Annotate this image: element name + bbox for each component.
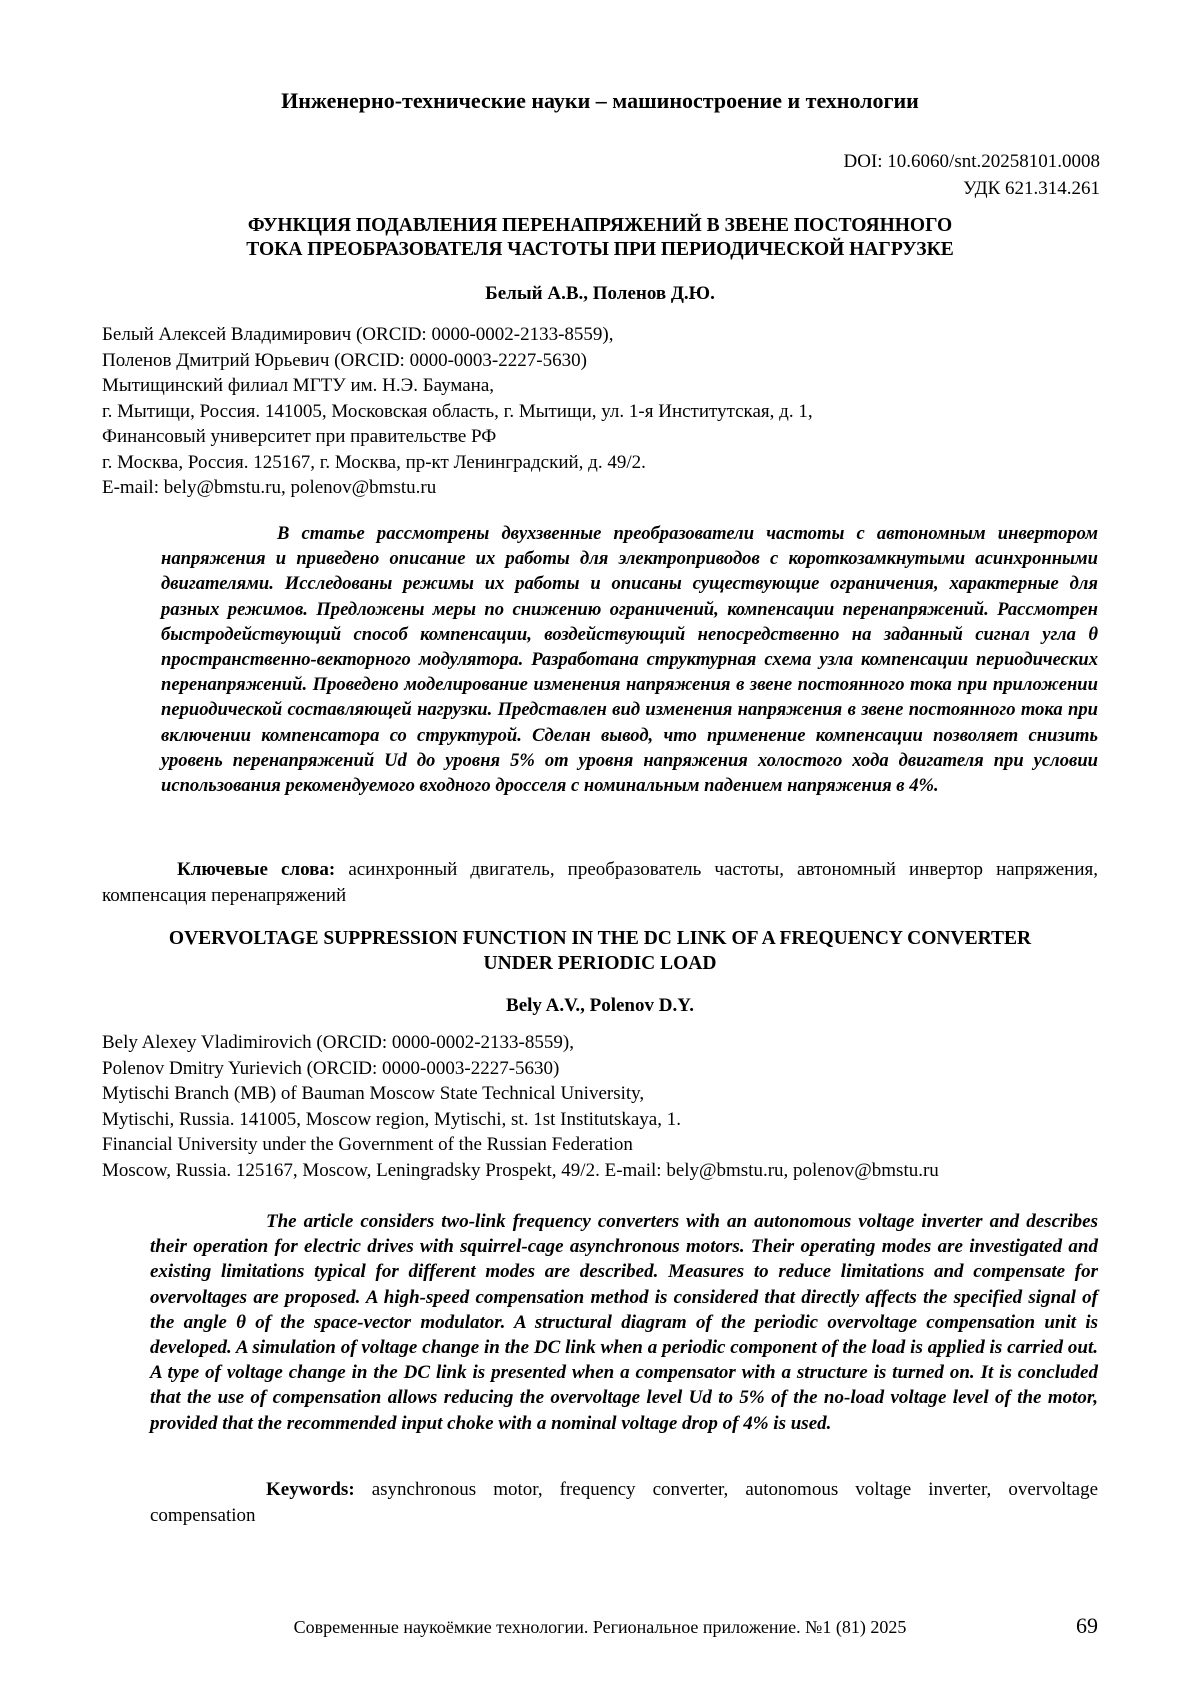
affiliation-line: Mytischi, Russia. 141005, Moscow region, Mytischi, st. 1st Institutskaya, 1. — [102, 1108, 681, 1130]
affiliation-ru — [102, 322, 1102, 501]
title-en-line: OVERVOLTAGE SUPPRESSION FUNCTION IN THE DC LINK OF A FREQUENCY CONVERTER — [168, 928, 1032, 949]
abstract-en: The article considers two-link frequency converters with an autonomous voltage inverter and describes their operation for electric drives with squirrel-cage asynchronous motors. Their operating modes are investigated and existing limitations typical for different modes are described. Measures to reduce limitations and compensate for overvoltages are proposed. A high-speed compensation method is considered that directly affects the specified signal of the angle θ of the space-vector modulator. A structural diagram of the periodic overvoltage compensation unit is developed. A simulation of voltage change in the DC link when a periodic component of the load is applied is carried out. A type of voltage change in the DC link is presented when a compensator with a structure is turned on. It is concluded that the use of compensation allows reducing the overvoltage level Ud to 5% of the no-load voltage level of the motor, provided that the recommended input choke with a nominal voltage drop of 4% is used. — [150, 1211, 1098, 1434]
affiliation-line: Финансовый университет при правительстве РФ — [102, 426, 497, 447]
journal-footer: Современные наукоёмкие технологии. Региональное приложение. №1 (81) 2025 — [293, 1617, 907, 1637]
affiliation-line: Financial University under the Government of the Russian Federation — [102, 1134, 633, 1155]
affiliation-line: Белый Алексей Владимирович (ORCID: 0000-0002-2133-8559), — [102, 324, 614, 345]
title-ru — [150, 214, 1050, 262]
keywords-en — [150, 1477, 1098, 1529]
udk: УДК 621.314.261 — [963, 178, 1100, 199]
title-ru-line: ТОКА ПРЕОБРАЗОВАТЕЛЯ ЧАСТОТЫ ПРИ ПЕРИОДИЧЕСКОЙ НАГРУЗКЕ — [246, 239, 954, 260]
affiliation-line: Поленов Дмитрий Юрьевич (ORCID: 0000-0003-2227-5630) — [102, 349, 587, 371]
doi: DOI: 10.6060/snt.20258101.0008 — [843, 151, 1100, 172]
keywords-ru — [102, 857, 1098, 909]
affiliation-line: Bely Alexey Vladimirovich (ORCID: 0000-0002-2133-8559), — [102, 1032, 574, 1053]
keywords-label: Keywords: — [266, 1479, 355, 1500]
authors-en: Bely A.V., Polenov D.Y. — [506, 995, 694, 1016]
affiliation-en — [102, 1030, 1102, 1183]
affiliation-line: г. Мытищи, Россия. 141005, Московская область, г. Мытищи, ул. 1-я Институтская, д. 1, — [102, 400, 813, 422]
title-en — [60, 926, 1140, 976]
title-ru-line: ФУНКЦИЯ ПОДАВЛЕНИЯ ПЕРЕНАПРЯЖЕНИЙ В ЗВЕНЕ ПОСТОЯННОГО — [247, 215, 953, 236]
affiliation-line: Мытищинский филиал МГТУ им. Н.Э. Баумана, — [102, 375, 495, 396]
keywords-label: Ключевые слова: — [177, 859, 336, 880]
authors-ru: Белый А.В., Поленов Д.Ю. — [485, 283, 715, 304]
affiliation-line: E-mail: bely@bmstu.ru, polenov@bmstu.ru — [102, 477, 437, 498]
page-number: 69 — [1076, 1613, 1098, 1638]
keywords-text: асинхронный двигатель, преобразователь частоты, автономный инвертор напряжения, компенсация перенапряжений — [102, 859, 1098, 906]
affiliation-line: Mytischi Branch (MB) of Bauman Moscow State Technical University, — [102, 1083, 645, 1104]
affiliation-line: Polenov Dmitry Yurievich (ORCID: 0000-0003-2227-5630) — [102, 1057, 560, 1079]
keywords-text: asynchronous motor, frequency converter, autonomous voltage inverter, overvoltage compensation — [150, 1479, 1098, 1526]
article-identifiers — [844, 148, 1101, 202]
section-heading: Инженерно-технические науки – машиностроение и технологии — [281, 88, 919, 113]
affiliation-line: г. Москва, Россия. 125167, г. Москва, пр-кт Ленинградский, д. 49/2. — [102, 451, 646, 473]
title-en-line: UNDER PERIODIC LOAD — [483, 953, 717, 974]
affiliation-line: Moscow, Russia. 125167, Moscow, Leningradsky Prospekt, 49/2. E-mail: bely@bmstu.ru, polenov@bmstu.ru — [102, 1159, 939, 1181]
abstract-ru: В статье рассмотрены двухзвенные преобразователи частоты с автономным инвертором напряжения и приведено описание их работы для электроприводов с короткозамкнутыми асинхронными двигателями. Исследованы режимы их работы и описаны существующие ограничения, характерные для разных режимов. Предложены меры по снижению ограничений, компенсации перенапряжений. Рассмотрен быстродействующий способ компенсации, воздействующий непосредственно на заданный сигнал угла θ пространственно-векторного модулятора. Разработана структурная схема узла компенсации периодических перенапряжений. Проведено моделирование изменения напряжения в звене постоянного тока при приложении периодической составляющей нагрузки. Представлен вид изменения напряжения в звене постоянного тока при включении компенсатора со структурой. Сделан вывод, что применение компенсации позволяет снизить уровень перенапряжений Ud до уровня 5% от уровня напряжения холостого хода двигателя при условии использования рекомендуемого входного дросселя с номинальным падением напряжения в 4%. — [161, 523, 1098, 797]
